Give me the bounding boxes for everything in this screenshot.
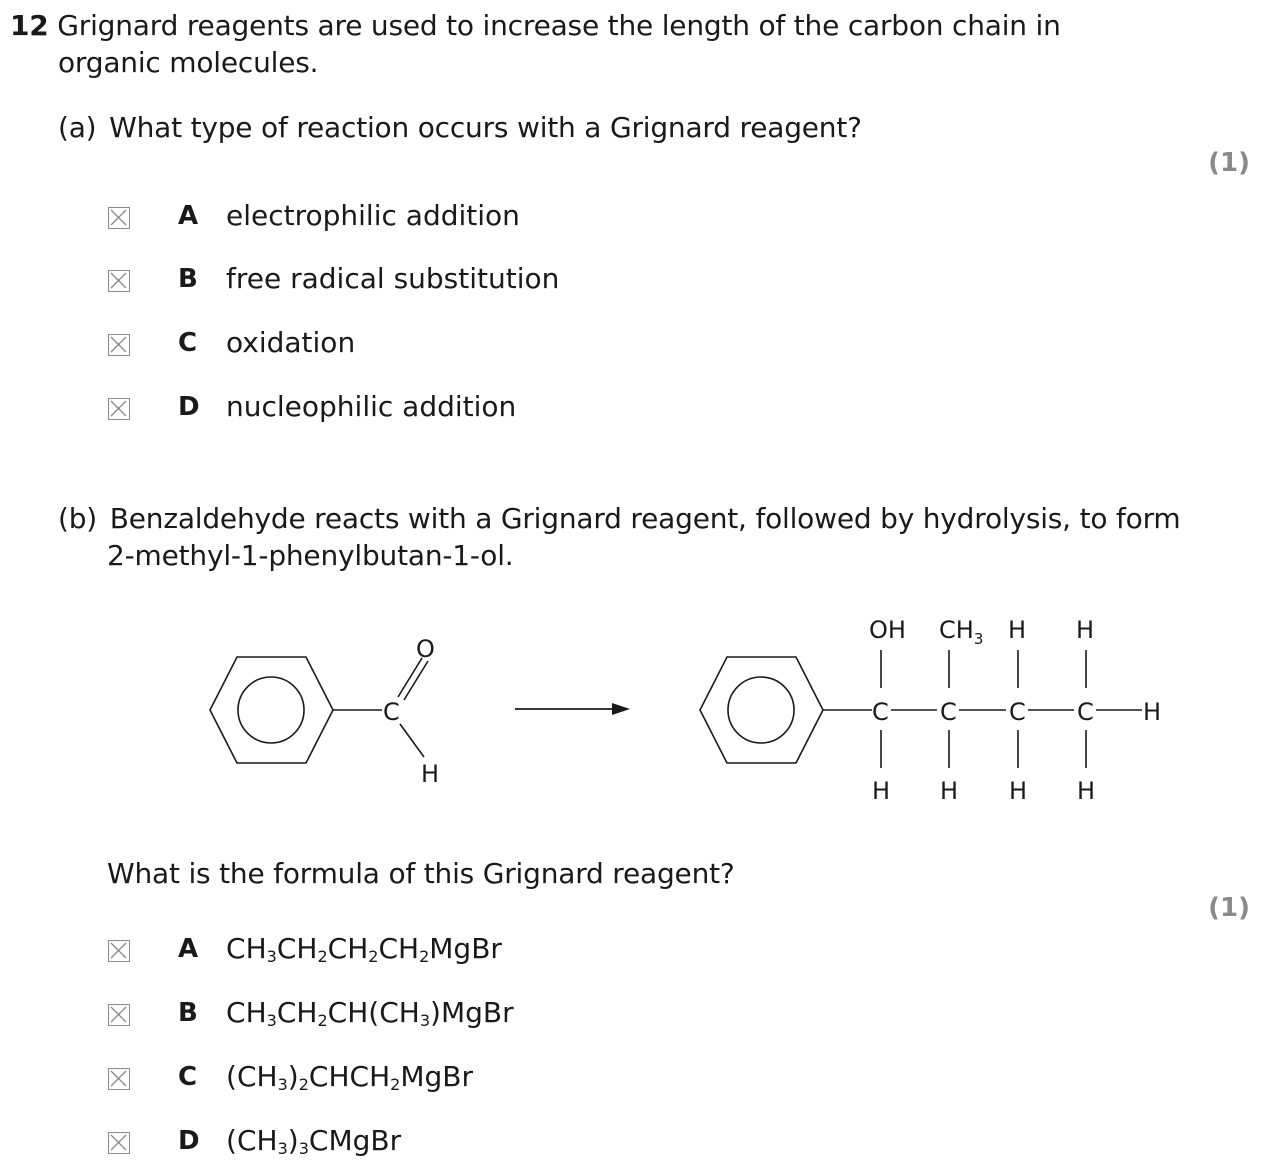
answer-checkbox[interactable]: [108, 1068, 130, 1090]
question-intro: [10, 7, 1061, 44]
option-letter: C: [178, 328, 198, 358]
chain-carbon: C: [1077, 698, 1094, 726]
bottom-hydrogen: H: [872, 777, 891, 805]
part_a-option-d[interactable]: [108, 390, 517, 424]
option-letter: C: [178, 1062, 198, 1092]
part_b-option-d[interactable]: [108, 1124, 402, 1158]
reaction-arrow-head: [612, 703, 630, 715]
option-text: $CH_3CH_2CH_2CH_2MgBr$: [226, 932, 502, 966]
option-text: $(CH_3)_2CHCH_2MgBr$: [226, 1060, 473, 1094]
answer-checkbox[interactable]: [108, 1004, 130, 1026]
option-letter: D: [178, 392, 200, 422]
answer-checkbox[interactable]: [108, 1132, 130, 1154]
terminal-hydrogen: H: [1143, 698, 1162, 726]
chain-carbon: C: [872, 698, 889, 726]
part_b-option-c[interactable]: [108, 1060, 473, 1094]
top-substituent: OH: [869, 616, 906, 644]
part-a-question: What type of reaction occurs with a Grignard reagent?: [109, 111, 862, 144]
answer-checkbox[interactable]: [108, 207, 130, 229]
bottom-hydrogen: H: [940, 777, 959, 805]
top-substituent: H: [1008, 616, 1027, 644]
part-a-prompt: [58, 109, 862, 146]
part-b-line1: Benzaldehyde reacts with a Grignard reagent, followed by hydrolysis, to form: [109, 502, 1181, 535]
part_a-option-c[interactable]: [108, 326, 356, 360]
answer-checkbox[interactable]: [108, 334, 130, 356]
question-number: 12: [10, 9, 49, 42]
option-text: nucleophilic addition: [226, 390, 517, 423]
part-b-line2: 2-methyl-1-phenylbutan-1-ol.: [107, 539, 514, 572]
aldehyde-hydrogen: H: [421, 760, 440, 788]
option-text: free radical substitution: [226, 262, 560, 295]
option-text: oxidation: [226, 326, 356, 359]
benzene-ring-left: [210, 657, 333, 763]
top-substituent: $CH_3$: [939, 616, 984, 648]
aldehyde-carbon: C: [383, 698, 400, 726]
option-letter: B: [178, 998, 198, 1028]
answer-checkbox[interactable]: [108, 270, 130, 292]
benzene-ring-right: [700, 657, 823, 763]
option-text: electrophilic addition: [226, 199, 520, 232]
part-a-marks: (1): [1208, 148, 1250, 178]
part_a-option-b[interactable]: [108, 262, 560, 296]
answer-checkbox[interactable]: [108, 398, 130, 420]
intro-line2: organic molecules.: [58, 46, 319, 79]
part_b-option-a[interactable]: [108, 932, 502, 966]
option-letter: A: [178, 934, 199, 964]
option-letter: B: [178, 264, 198, 294]
part-a-label: (a): [58, 111, 97, 144]
reaction-diagram: [0, 600, 1264, 830]
top-substituent: H: [1076, 616, 1095, 644]
chain-carbon: C: [940, 698, 957, 726]
part_b-option-b[interactable]: [108, 996, 514, 1030]
chain-carbon: C: [1009, 698, 1026, 726]
aldehyde-ch-bond: [400, 724, 424, 757]
answer-checkbox[interactable]: [108, 940, 130, 962]
part-b-label: (b): [58, 502, 98, 535]
option-text: $(CH_3)_3CMgBr$: [226, 1124, 402, 1158]
bottom-hydrogen: H: [1077, 777, 1096, 805]
option-letter: D: [178, 1126, 200, 1156]
carbonyl-oxygen: O: [416, 635, 435, 663]
part-b-prompt: [58, 500, 1180, 537]
intro-line1: Grignard reagents are used to increase the length of the carbon chain in: [57, 9, 1061, 42]
option-text: $CH_3CH_2CH(CH_3)MgBr$: [226, 996, 514, 1030]
option-letter: A: [178, 201, 199, 231]
part-b-marks: (1): [1208, 893, 1250, 923]
part-b-question: What is the formula of this Grignard reagent?: [107, 857, 735, 890]
part_a-option-a[interactable]: [108, 199, 520, 233]
bottom-hydrogen: H: [1009, 777, 1028, 805]
